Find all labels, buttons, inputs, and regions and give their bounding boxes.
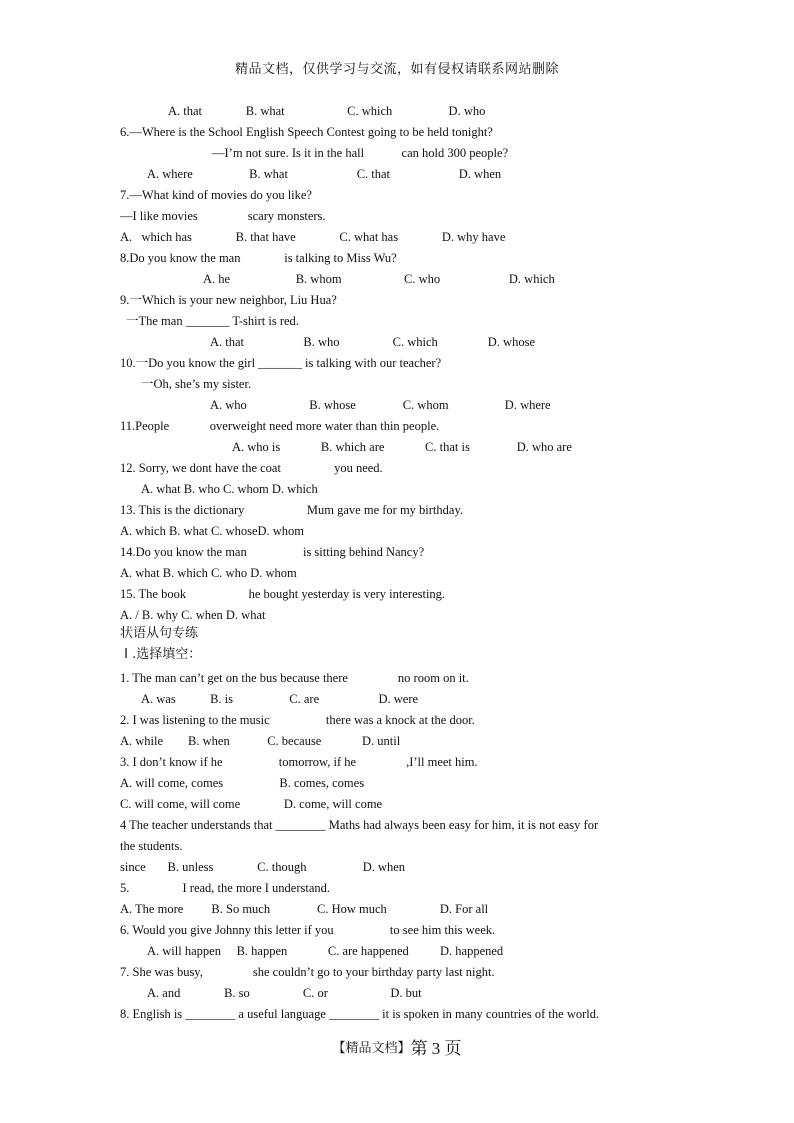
text-line: A. which has B. that have C. what has D. why have [120, 230, 506, 244]
text-line: 4 The teacher understands that ________ Maths had always been easy for him, it is not easy for [120, 818, 599, 832]
text-line: —I like movies scary monsters. [120, 209, 326, 223]
page-header-notice: 精品文档，仅供学习与交流，如有侵权请联系网站删除 [234, 62, 559, 77]
text-line: 8.Do you know the man is talking to Miss Wu? [120, 251, 397, 265]
text-line: A. will happen B. happen C. are happened D. happened [147, 944, 504, 958]
footer-label: 【精品文档】 [332, 1041, 411, 1056]
text-line: I .选择填空： [120, 647, 202, 662]
text-line: since B. unless C. though D. when [120, 860, 406, 874]
footer-page-word-pre: 第 [410, 1039, 428, 1058]
text-line: 10.一Do you know the girl _______ is talking with our teacher? [120, 356, 442, 370]
text-line: A. / B. why C. when D. what [120, 608, 266, 622]
text-line: A. what B. which C. who D. whom [120, 566, 297, 580]
text-line: 12. Sorry, we dont have the coat you need. [120, 461, 383, 475]
text-line: A. will come, comes B. comes, comes [120, 776, 365, 790]
text-line: 13. This is the dictionary Mum gave me for my birthday. [120, 503, 464, 517]
text-line: A. who is B. which are C. that is D. who are [232, 440, 572, 454]
text-line: 7.—What kind of movies do you like? [120, 188, 312, 202]
text-line: 14.Do you know the man is sitting behind Nancy? [120, 545, 425, 559]
text-line: 1. The man can’t get on the bus because there no room on it. [120, 671, 469, 685]
text-line: 一Oh, she’s my sister. [141, 377, 252, 391]
text-line: 7. She was busy, she couldn’t go to your birthday party last night. [120, 965, 495, 979]
text-line: A. which B. what C. whoseD. whom [120, 524, 305, 538]
text-line: A. he B. whom C. who D. which [203, 272, 555, 286]
footer-page-word-post: 页 [444, 1039, 462, 1058]
text-line: C. will come, will come D. come, will come [120, 797, 383, 811]
text-line: —I’m not sure. Is it in the hall can hold 300 people? [212, 146, 509, 160]
text-line: A. and B. so C. or D. but [147, 986, 422, 1000]
text-line: A. that B. what C. which D. who [168, 104, 486, 118]
text-line: 9.一Which is your new neighbor, Liu Hua? [120, 293, 337, 307]
footer-page-number: 3 [431, 1039, 441, 1058]
text-line: 11.People overweight need more water than thin people. [120, 419, 440, 433]
text-line: 状语从句专练 [120, 626, 199, 641]
text-line: A. while B. when C. because D. until [120, 734, 401, 748]
text-line: 15. The book he bought yesterday is very interesting. [120, 587, 446, 601]
text-line: 8. English is ________ a useful language ________ it is spoken in many countries of the world. [120, 1007, 600, 1021]
text-line: 6.—Where is the School English Speech Contest going to be held tonight? [120, 125, 493, 139]
page-footer [0, 1034, 794, 1059]
text-line: 2. I was listening to the music there was a knock at the door. [120, 713, 475, 727]
text-line: A. where B. what C. that D. when [147, 167, 502, 181]
text-line: A. that B. who C. which D. whose [210, 335, 535, 349]
text-line: 3. I don’t know if he tomorrow, if he ,I’ll meet him. [120, 755, 478, 769]
text-line: 5. I read, the more I understand. [120, 881, 331, 895]
text-line: A. The more B. So much C. How much D. For all [120, 902, 489, 916]
text-line: A. was B. is C. are D. were [141, 692, 419, 706]
text-line: A. what B. who C. whom D. which [141, 482, 318, 496]
text-line: 一The man _______ T-shirt is red. [126, 314, 299, 328]
text-line: 6. Would you give Johnny this letter if you to see him this week. [120, 923, 496, 937]
text-line: the students. [120, 839, 183, 853]
text-line: A. who B. whose C. whom D. where [210, 398, 551, 412]
